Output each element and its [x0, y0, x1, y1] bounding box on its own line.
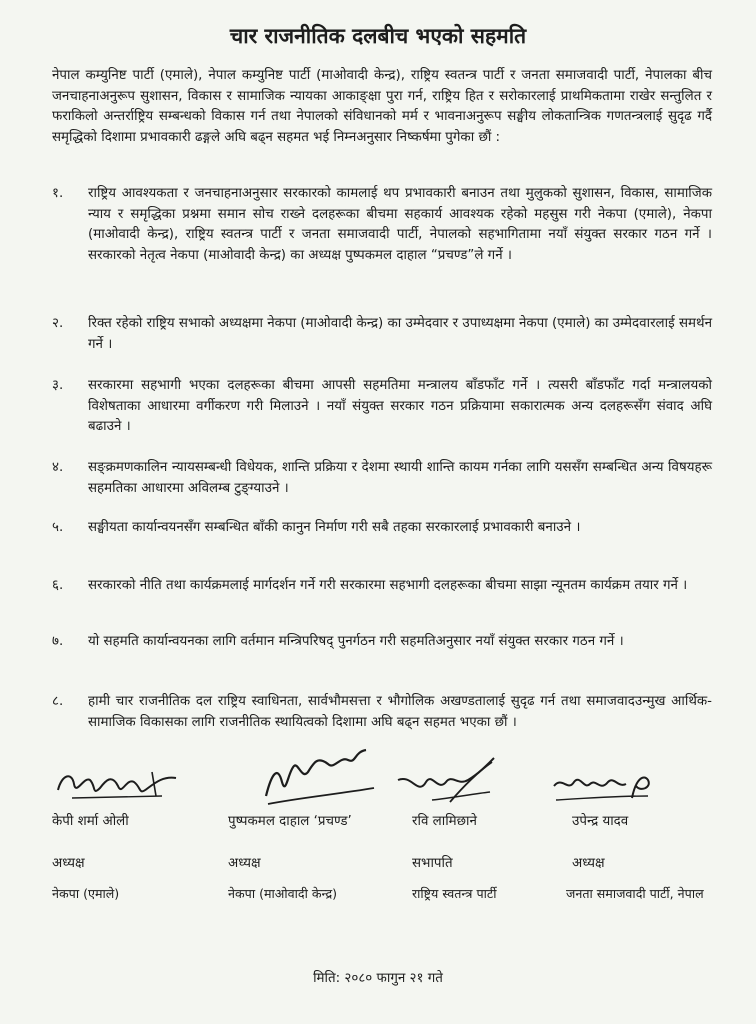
signatory-role: अध्यक्ष	[228, 856, 261, 871]
item-text: राष्ट्रिय आवश्यकता र जनचाहनाअनुसार सरकारको कामलाई थप प्रभावकारी बनाउन तथा मुलुकको सुशासन, विकास, सामाजिक न्याय र समृद्धिका प्रश्नमा समान सोच राख्ने दलहरूका बीचमा सहकार्य आवश्यक रहेको महसुस गरी नेकपा (एमाले), नेकपा (माओवादी केन्द्र), राष्ट्रिय स्वतन्त्र पार्टी र जनता समाजवादी पार्टी, नेपालको सहभागितामा नयाँ संयुक्त सरकार गठन गर्ने । सरकारको नेतृत्व नेकपा (माओवादी केन्द्र) का अध्यक्ष पुष्पकमल दाहाल “प्रचण्ड”ले गर्ने ।	[88, 186, 712, 263]
item-number: ७.	[52, 634, 64, 649]
item-text: सङ्घीयता कार्यान्वयनसँग सम्बन्धित बाँकी कानुन निर्माण गरी सबै तहका सरकारलाई प्रभावकारी बनाउने ।	[88, 520, 581, 535]
signature-lamichhane	[392, 752, 502, 812]
item-text: सरकारको नीति तथा कार्यक्रमलाई मार्गदर्शन गर्ने गरी सरकारमा सहभागी दलहरूका बीचमा साझा न्यूनतम कार्यक्रम तयार गर्ने ।	[88, 578, 688, 593]
item-number: ६.	[52, 578, 64, 593]
signatory-name: उपेन्द्र यादव	[572, 814, 629, 829]
item-text: सङ्क्रमणकालिन न्यायसम्बन्धी विधेयक, शान्ति प्रक्रिया र देशमा स्थायी शान्ति कायम गर्नका लागि यससँग सम्बन्धित अन्य विषयहरू सहमतिका आधारमा अविलम्ब टुङ्ग्याउने ।	[88, 460, 712, 496]
item-number: ४.	[52, 460, 64, 475]
signatory-party: नेकपा (माओवादी केन्द्र)	[228, 886, 338, 901]
item-text: हामी चार राजनीतिक दल राष्ट्रिय स्वाधिनता, सार्वभौमसत्ता र भौगोलिक अखण्डतालाई सुदृढ गर्न तथा समाजवादउन्मुख आर्थिक-सामाजिक विकासका लागि राजनीतिक स्थायित्वको दिशामा अघि बढ्न सहमत भएका छौं ।	[88, 694, 712, 730]
document-title: चार राजनीतिक दलबीच भएको सहमति	[229, 23, 527, 48]
item-number: ८.	[52, 694, 64, 709]
signature-prachanda	[258, 742, 378, 812]
signatory-role: सभापति	[412, 856, 453, 871]
item-number: २.	[52, 316, 64, 331]
signatory-party: राष्ट्रिय स्वतन्त्र पार्टी	[412, 886, 497, 901]
item-text: यो सहमति कार्यान्वयनका लागि वर्तमान मन्त्रिपरिषद् पुनर्गठन गरी सहमतिअनुसार नयाँ संयुक्त सरकार गठन गर्ने ।	[88, 634, 624, 649]
signature-yadav	[548, 768, 658, 808]
item-number: ५.	[52, 520, 64, 535]
item-text: सरकारमा सहभागी भएका दलहरूका बीचमा आपसी सहमतिमा मन्त्रालय बाँडफाँट गर्ने । त्यसरी बाँडफाँट गर्दा मन्त्रालयको विशेषताका आधारमा वर्गीकरण गरी मिलाउने । नयाँ संयुक्त सरकार गठन प्रक्रियामा सकारात्मक अन्य दलहरूसँग संवाद अघि बढाउने ।	[88, 378, 712, 435]
item-number: ३.	[52, 378, 64, 393]
signature-oli	[52, 766, 182, 806]
signatory-role: अध्यक्ष	[52, 856, 85, 871]
item-text: रिक्त रहेको राष्ट्रिय सभाको अध्यक्षमा नेकपा (माओवादी केन्द्र) का उम्मेदवार र उपाध्यक्षमा नेकपा (एमाले) का उम्मेदवारलाई समर्थन गर्ने ।	[88, 316, 712, 352]
signatory-role: अध्यक्ष	[572, 856, 605, 871]
document-date: मिति: २०८० फागुन २१ गते	[313, 971, 443, 986]
signatory-party: नेकपा (एमाले)	[52, 886, 120, 901]
signatory-name: पुष्पकमल दाहाल ‘प्रचण्ड’	[228, 814, 352, 829]
signatory-name: रवि लामिछाने	[412, 814, 477, 829]
signatory-party: जनता समाजवादी पार्टी, नेपाल	[566, 886, 704, 901]
item-number: १.	[52, 186, 64, 201]
signatory-name: केपी शर्मा ओली	[52, 814, 129, 829]
intro-paragraph: नेपाल कम्युनिष्ट पार्टी (एमाले), नेपाल कम्युनिष्ट पार्टी (माओवादी केन्द्र), राष्ट्रिय स्वतन्त्र पार्टी र जनता समाजवादी पार्टी, नेपालका बीच जनचाहनाअनुरूप सुशासन, विकास र सामाजिक न्यायका आकाङ्क्षा पुरा गर्न, राष्ट्रिय हित र सरोकारलाई प्राथमिकतामा राखेर सन्तुलित र फराकिलो अन्तर्राष्ट्रिय सम्बन्धको विकास गर्न तथा नेपालको संविधानको मर्म र भावनाअनुरूप सङ्घीय लोकतान्त्रिक गणतन्त्रलाई सुदृढ गर्दै समृद्धिको दिशामा प्रभावकारी ढङ्गले अघि बढ्न सहमत भई निम्नअनुसार निष्कर्षमा पुगेका छौं :	[52, 68, 712, 145]
